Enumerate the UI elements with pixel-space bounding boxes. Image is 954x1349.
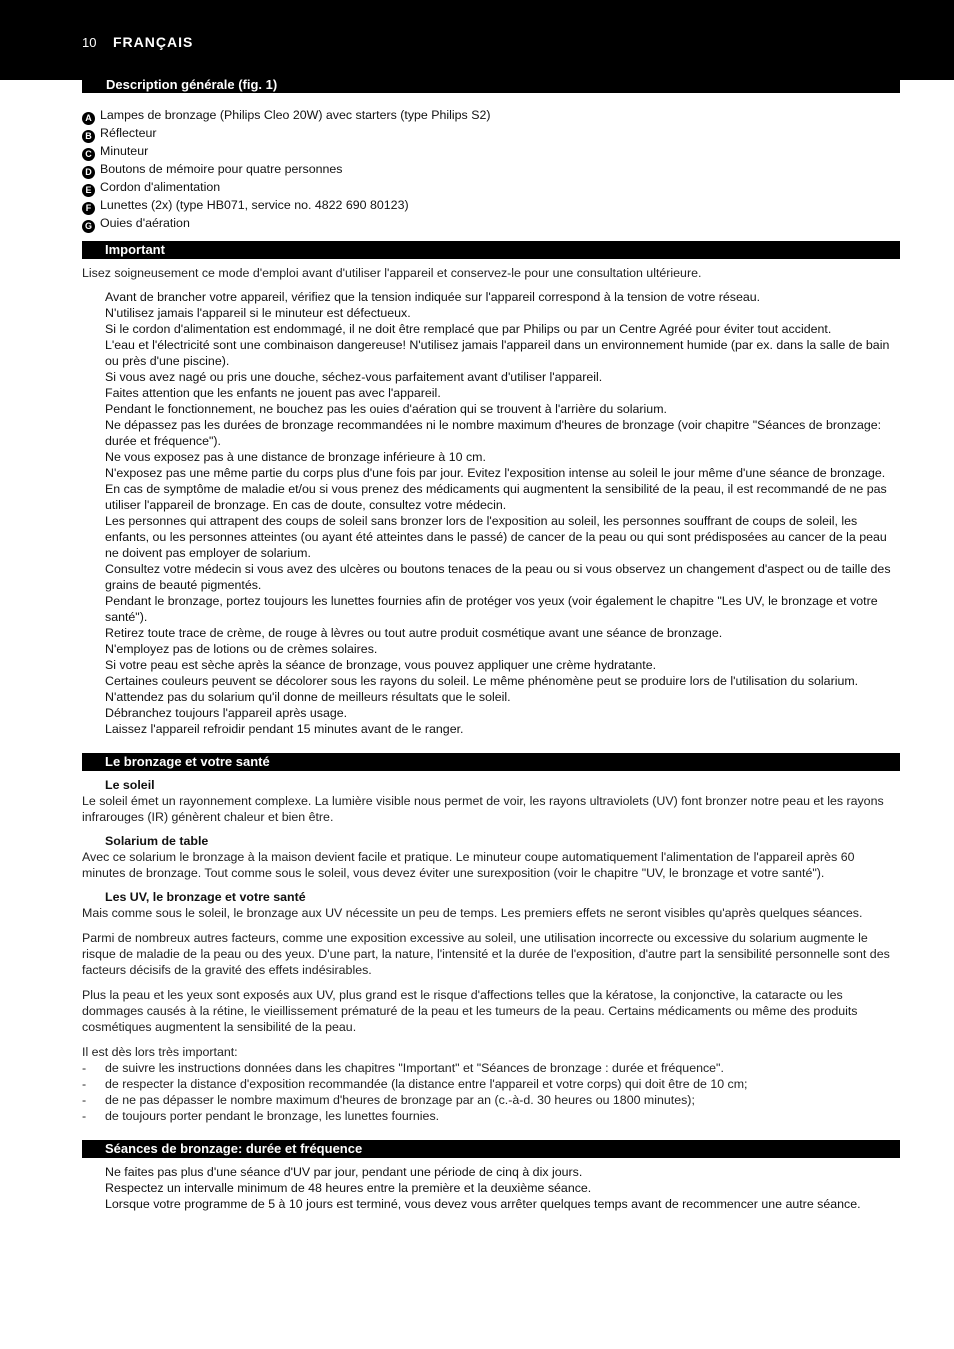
letter-badge-icon: G — [82, 220, 95, 233]
dash-bullet: - — [82, 1077, 87, 1091]
description-item-text: Cordon d'alimentation — [100, 180, 221, 194]
description-item-text: Lunettes (2x) (type HB071, service no. 4822 690 80123) — [100, 198, 409, 212]
important-item: Laissez l'appareil refroidir pendant 15 minutes avant de le ranger. — [105, 722, 464, 736]
letter-badge-icon: C — [82, 148, 95, 161]
sun-heading: Le soleil — [105, 778, 155, 792]
important-item: Pendant le fonctionnement, ne bouchez pas les ouies d'aération qui se trouvent à l'arrière du solarium. — [105, 402, 667, 416]
description-item — [82, 143, 900, 161]
important-item: L'eau et l'électricité sont une combinaison dangereuse! N'utilisez jamais l'appareil dans un environnement humide (par ex. dans la salle de bain ou près d'une piscine). — [105, 338, 890, 368]
important-item: Si le cordon d'alimentation est endommagé, il ne doit être remplacé que par Philips ou par un Centre Agréé pour éviter tout accident. — [105, 322, 832, 336]
dash-item-text: de ne pas dépasser le nombre maximum d'heures de bronzage par an (c.-à-d. 30 heures ou 1800 minutes); — [105, 1093, 695, 1107]
important-item: N'attendez pas du solarium qu'il donne de meilleurs résultats que le soleil. — [105, 690, 511, 704]
description-item-text: Ouies d'aération — [100, 216, 190, 230]
letter-badge-icon: E — [82, 184, 95, 197]
description-item-text: Boutons de mémoire pour quatre personnes — [100, 162, 343, 176]
description-item — [82, 107, 900, 125]
uv-paragraph: Mais comme sous le soleil, le bronzage aux UV nécessite un peu de temps. Les premiers effets ne seront visibles qu'après quelques séances. — [82, 906, 863, 920]
important-item: Retirez toute trace de crème, de rouge à lèvres ou tout autre produit cosmétique avant une séance de bronzage. — [105, 626, 723, 640]
dash-list-item — [82, 1108, 900, 1124]
letter-badge-icon: B — [82, 130, 95, 143]
solarium-text: Avec ce solarium le bronzage à la maison devient facile et pratique. Le minuteur coupe automatiquement l'alimentation de l'appareil après 60 minutes de bronzage. Tout comme sous le soleil, vous devez éviter une surexposition (voir le chapitre "UV, le bronzage et votre santé"). — [82, 850, 855, 880]
important-item: N'utilisez jamais l'appareil si le minuteur est défectueux. — [105, 306, 411, 320]
section-important-title: Important — [82, 241, 900, 259]
description-item-text: Lampes de bronzage (Philips Cleo 20W) avec starters (type Philips S2) — [100, 108, 491, 122]
session-item: Respectez un intervalle minimum de 48 heures entre la première et la deuxième séance. — [105, 1181, 592, 1195]
dash-list — [82, 1060, 900, 1124]
dash-bullet: - — [82, 1109, 87, 1123]
dash-item-text: de suivre les instructions données dans les chapitres "Important" et "Séances de bronzage : durée et fréquence". — [105, 1061, 724, 1075]
uv-paragraph: Parmi de nombreux autres facteurs, comme une exposition excessive au soleil, une utilisation incorrecte ou excessive du solarium augmente le risque de maladie de la peau ou des yeux. D'une part, la nature, l'intensité et la durée de l'exposition, d'autre part la sensibilité personnelle sont des facteurs décisifs de la gravité des effets indésirables. — [82, 931, 890, 977]
important-item: Faites attention que les enfants ne jouent pas avec l'appareil. — [105, 386, 441, 400]
sessions-list — [82, 1164, 900, 1212]
dash-item-text: de toujours porter pendant le bronzage, les lunettes fournies. — [105, 1109, 440, 1123]
description-item — [82, 161, 900, 179]
important-item: Si votre peau est sèche après la séance de bronzage, vous pouvez appliquer une crème hydratante. — [105, 658, 657, 672]
session-item: Lorsque votre programme de 5 à 10 jours est terminé, vous devez vous arrêter quelques temps avant de recommencer une autre séance. — [105, 1197, 861, 1211]
important-item: Débranchez toujours l'appareil après usage. — [105, 706, 348, 720]
description-item-text: Minuteur — [100, 144, 149, 158]
section-sessions-title: Séances de bronzage: durée et fréquence — [82, 1140, 900, 1158]
dash-bullet: - — [82, 1061, 87, 1075]
important-item: En cas de symptôme de maladie et/ou si vous prenez des médicaments qui augmentent la sensibilité de la peau, il est recommandé de ne pas utiliser l'appareil de bronzage. En cas de doute, consultez votre médecin. — [105, 482, 887, 512]
description-list — [82, 107, 900, 233]
important-item: Ne dépassez pas les durées de bronzage recommandées ni le nombre maximum d'heures de bronzage (voir chapitre "Séances de bronzage: durée et fréquence"). — [105, 418, 882, 448]
description-item — [82, 179, 900, 197]
letter-badge-icon: D — [82, 166, 95, 179]
important-item: Les personnes qui attrapent des coups de soleil sans bronzer lors de l'exposition au soleil, les personnes souffrant de coups de soleil, les enfants, ou les personnes atteintes (ou ayant été atteintes dans le passé) de cancer de la peau ou qui sont prédisposées au cancer de la peau ne doivent pas employer de solarium. — [105, 514, 887, 560]
description-item-text: Réflecteur — [100, 126, 157, 140]
letter-badge-icon: F — [82, 202, 95, 215]
dash-list-item — [82, 1092, 900, 1108]
page-content — [82, 75, 900, 1212]
important-item: Consultez votre médecin si vous avez des ulcères ou boutons tenaces de la peau ou si vous observez un changement d'aspect ou de taille des grains de beauté pigmentés. — [105, 562, 891, 592]
important-list — [82, 289, 900, 737]
solarium-heading: Solarium de table — [105, 834, 209, 848]
header-bar — [0, 0, 954, 80]
uv-heading: Les UV, le bronzage et votre santé — [105, 890, 306, 904]
section-health-title: Le bronzage et votre santé — [82, 753, 900, 771]
section-description-title: Description générale (fig. 1) — [82, 75, 900, 93]
important-item: N'exposez pas une même partie du corps plus d'une fois par jour. Evitez l'exposition intense au soleil le jour même d'une séance de bronzage. — [105, 466, 886, 480]
sun-text: Le soleil émet un rayonnement complexe. La lumière visible nous permet de voir, les rayons ultraviolets (UV) font bronzer notre peau et les rayons infrarouges (IR) génèrent chaleur et bien être. — [82, 794, 884, 824]
dash-bullet: - — [82, 1093, 87, 1107]
dash-list-item — [82, 1060, 900, 1076]
dash-item-text: de respecter la distance d'exposition recommandée (la distance entre l'appareil et votre corps) qui doit être de 10 cm; — [105, 1077, 748, 1091]
important-item: Avant de brancher votre appareil, vérifiez que la tension indiquée sur l'appareil correspond à la tension de votre réseau. — [105, 290, 761, 304]
letter-badge-icon: A — [82, 112, 95, 125]
list-intro: Il est dès lors très important: — [82, 1045, 238, 1059]
important-item: Certaines couleurs peuvent se décolorer sous les rayons du soleil. Le même phénomène peut se produire lors de l'utilisation du solarium. — [105, 674, 859, 688]
session-item: Ne faites pas plus d'une séance d'UV par jour, pendant une période de cinq à dix jours. — [105, 1165, 583, 1179]
page-number: 10 — [82, 35, 97, 50]
description-item — [82, 125, 900, 143]
important-intro: Lisez soigneusement ce mode d'emploi avant d'utiliser l'appareil et conservez-le pour une consultation ultérieure. — [82, 266, 702, 280]
dash-list-item — [82, 1076, 900, 1092]
important-item: Pendant le bronzage, portez toujours les lunettes fournies afin de protéger vos yeux (voir également le chapitre "Les UV, le bronzage et votre santé"). — [105, 594, 878, 624]
important-item: Si vous avez nagé ou pris une douche, séchez-vous parfaitement avant d'utiliser l'appareil. — [105, 370, 603, 384]
important-item: N'employez pas de lotions ou de crèmes solaires. — [105, 642, 378, 656]
uv-paragraph: Plus la peau et les yeux sont exposés aux UV, plus grand est le risque d'affections telles que la kératose, la conjonctive, la cataracte ou les dommages causés à la rétine, le vieillissement prématuré de la peau et les tumeurs de la peau. Certains médicaments ou même des produits cosmétiques augmentent la sensibilité de la peau. — [82, 988, 858, 1034]
description-item — [82, 215, 900, 233]
description-item — [82, 197, 900, 215]
important-item: Ne vous exposez pas à une distance de bronzage inférieure à 10 cm. — [105, 450, 486, 464]
language-title: FRANÇAIS — [113, 34, 194, 50]
